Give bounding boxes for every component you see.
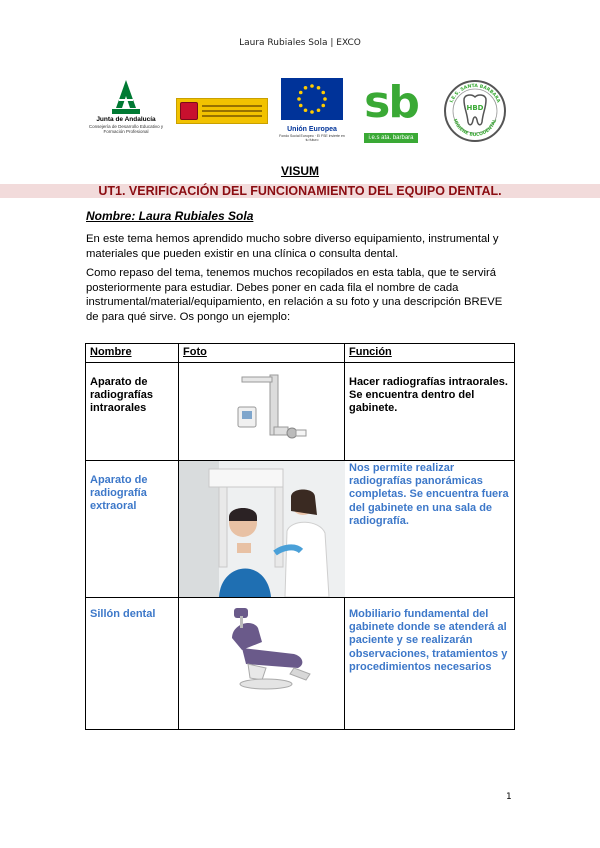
table-row: [86, 598, 515, 730]
ue-name: Unión Europea: [287, 126, 337, 133]
header-function: Función: [345, 344, 515, 363]
eu-flag-icon: [281, 78, 343, 120]
header-name: Nombre: [86, 344, 179, 363]
eu-star-icon: [297, 97, 301, 101]
row-name: Aparato de radiografía extraoral: [86, 461, 179, 598]
hbd-center-text: HBD: [466, 104, 484, 112]
table-row: [86, 461, 515, 598]
eu-star-icon: [304, 108, 308, 112]
intro-paragraph: En este tema hemos aprendido mucho sobre diverso equipamiento, instrumental y materiales que pueden existir en una clínica o consulta dental.: [86, 233, 499, 260]
row-function: Hacer radiografías intraorales. Se encuentra dentro del gabinete.: [345, 363, 515, 461]
hbd-bottom-text: HIGIENE BUCODENTAL: [451, 118, 499, 139]
gobierno-text-lines: [202, 105, 262, 120]
eu-star-icon: [310, 84, 314, 88]
junta-andalucia-emblem: [108, 78, 144, 116]
panoramic-xray-illustration: [179, 461, 345, 597]
intraoral-xray-illustration: [202, 363, 322, 459]
hbd-higiene-bucodental-logo: [442, 78, 508, 144]
row-name: Sillón dental: [86, 598, 179, 730]
page-number: 1: [506, 792, 512, 802]
student-name: Nombre: Laura Rubiales Sola: [86, 209, 254, 223]
equipment-table: [85, 343, 515, 730]
junta-andalucia-logo: [86, 78, 166, 144]
sb-subtitle: i.e.s ata. barbara: [364, 133, 417, 143]
junta-sub: Consejería de Desarrollo Educativo y Formación Profesional: [88, 124, 164, 134]
header-photo: Foto: [179, 344, 345, 363]
eu-star-icon: [317, 108, 321, 112]
eu-star-icon: [317, 86, 321, 90]
sb-letters: sb: [364, 77, 418, 128]
junta-name: Junta de Andalucía: [96, 116, 156, 123]
union-europea-logo: [278, 78, 346, 144]
eu-star-icon: [321, 91, 325, 95]
intraoral-xray-photo: [179, 363, 345, 461]
row-name: Aparato de radiografías intraorales: [86, 363, 179, 461]
ies-santa-barbara-sb-logo: [356, 77, 426, 142]
eu-star-icon: [310, 110, 314, 114]
dental-chair-photo: [179, 598, 345, 730]
logos-bar: [86, 78, 516, 148]
ue-sub: Fondo Social Europeo · El FSE invierte en tu futuro: [279, 134, 345, 142]
eu-star-icon: [299, 91, 303, 95]
subtitle-text: UT1. VERIFICACIÓN DEL FUNCIONAMIENTO DEL EQUIPO DENTAL.: [98, 184, 502, 198]
hbd-top-text: I.E.S. SANTA BÁRBARA: [449, 83, 501, 104]
table-row: [86, 363, 515, 461]
row-function: Mobiliario fundamental del gabinete donde se atenderá al paciente y se realizarán observaciones, tratamientos y procedimientos necesarios: [345, 598, 515, 730]
row-function: Nos permite realizar radiografías panorámicas completas. Se encuentra fuera del gabinete en una sala de radiografía.: [345, 461, 515, 598]
eu-star-icon: [299, 104, 303, 108]
panoramic-xray-photo: [179, 461, 345, 598]
eu-star-icon: [321, 104, 325, 108]
table-header-row: [86, 344, 515, 363]
eu-star-icon: [323, 97, 327, 101]
tooth-seal-icon: [442, 78, 508, 144]
document-title: VISUM: [280, 164, 319, 178]
running-header: Laura Rubiales Sola | EXCO: [239, 38, 361, 48]
dental-chair-illustration: [202, 598, 322, 694]
gobierno-espana-logo: [176, 98, 268, 124]
instructions-paragraph: Como repaso del tema, tenemos muchos recopilados en esta tabla, que te servirá posteriormente para estudiar. Debes poner en cada fila el nombre de cada instrumental/material/equipamiento, en relación a su foto y una descripción BREVE de para qué sirve. Os pongo un ejemplo:: [86, 267, 503, 323]
document-subtitle: [0, 184, 600, 198]
spain-shield-icon: [180, 102, 198, 120]
eu-star-icon: [304, 86, 308, 90]
